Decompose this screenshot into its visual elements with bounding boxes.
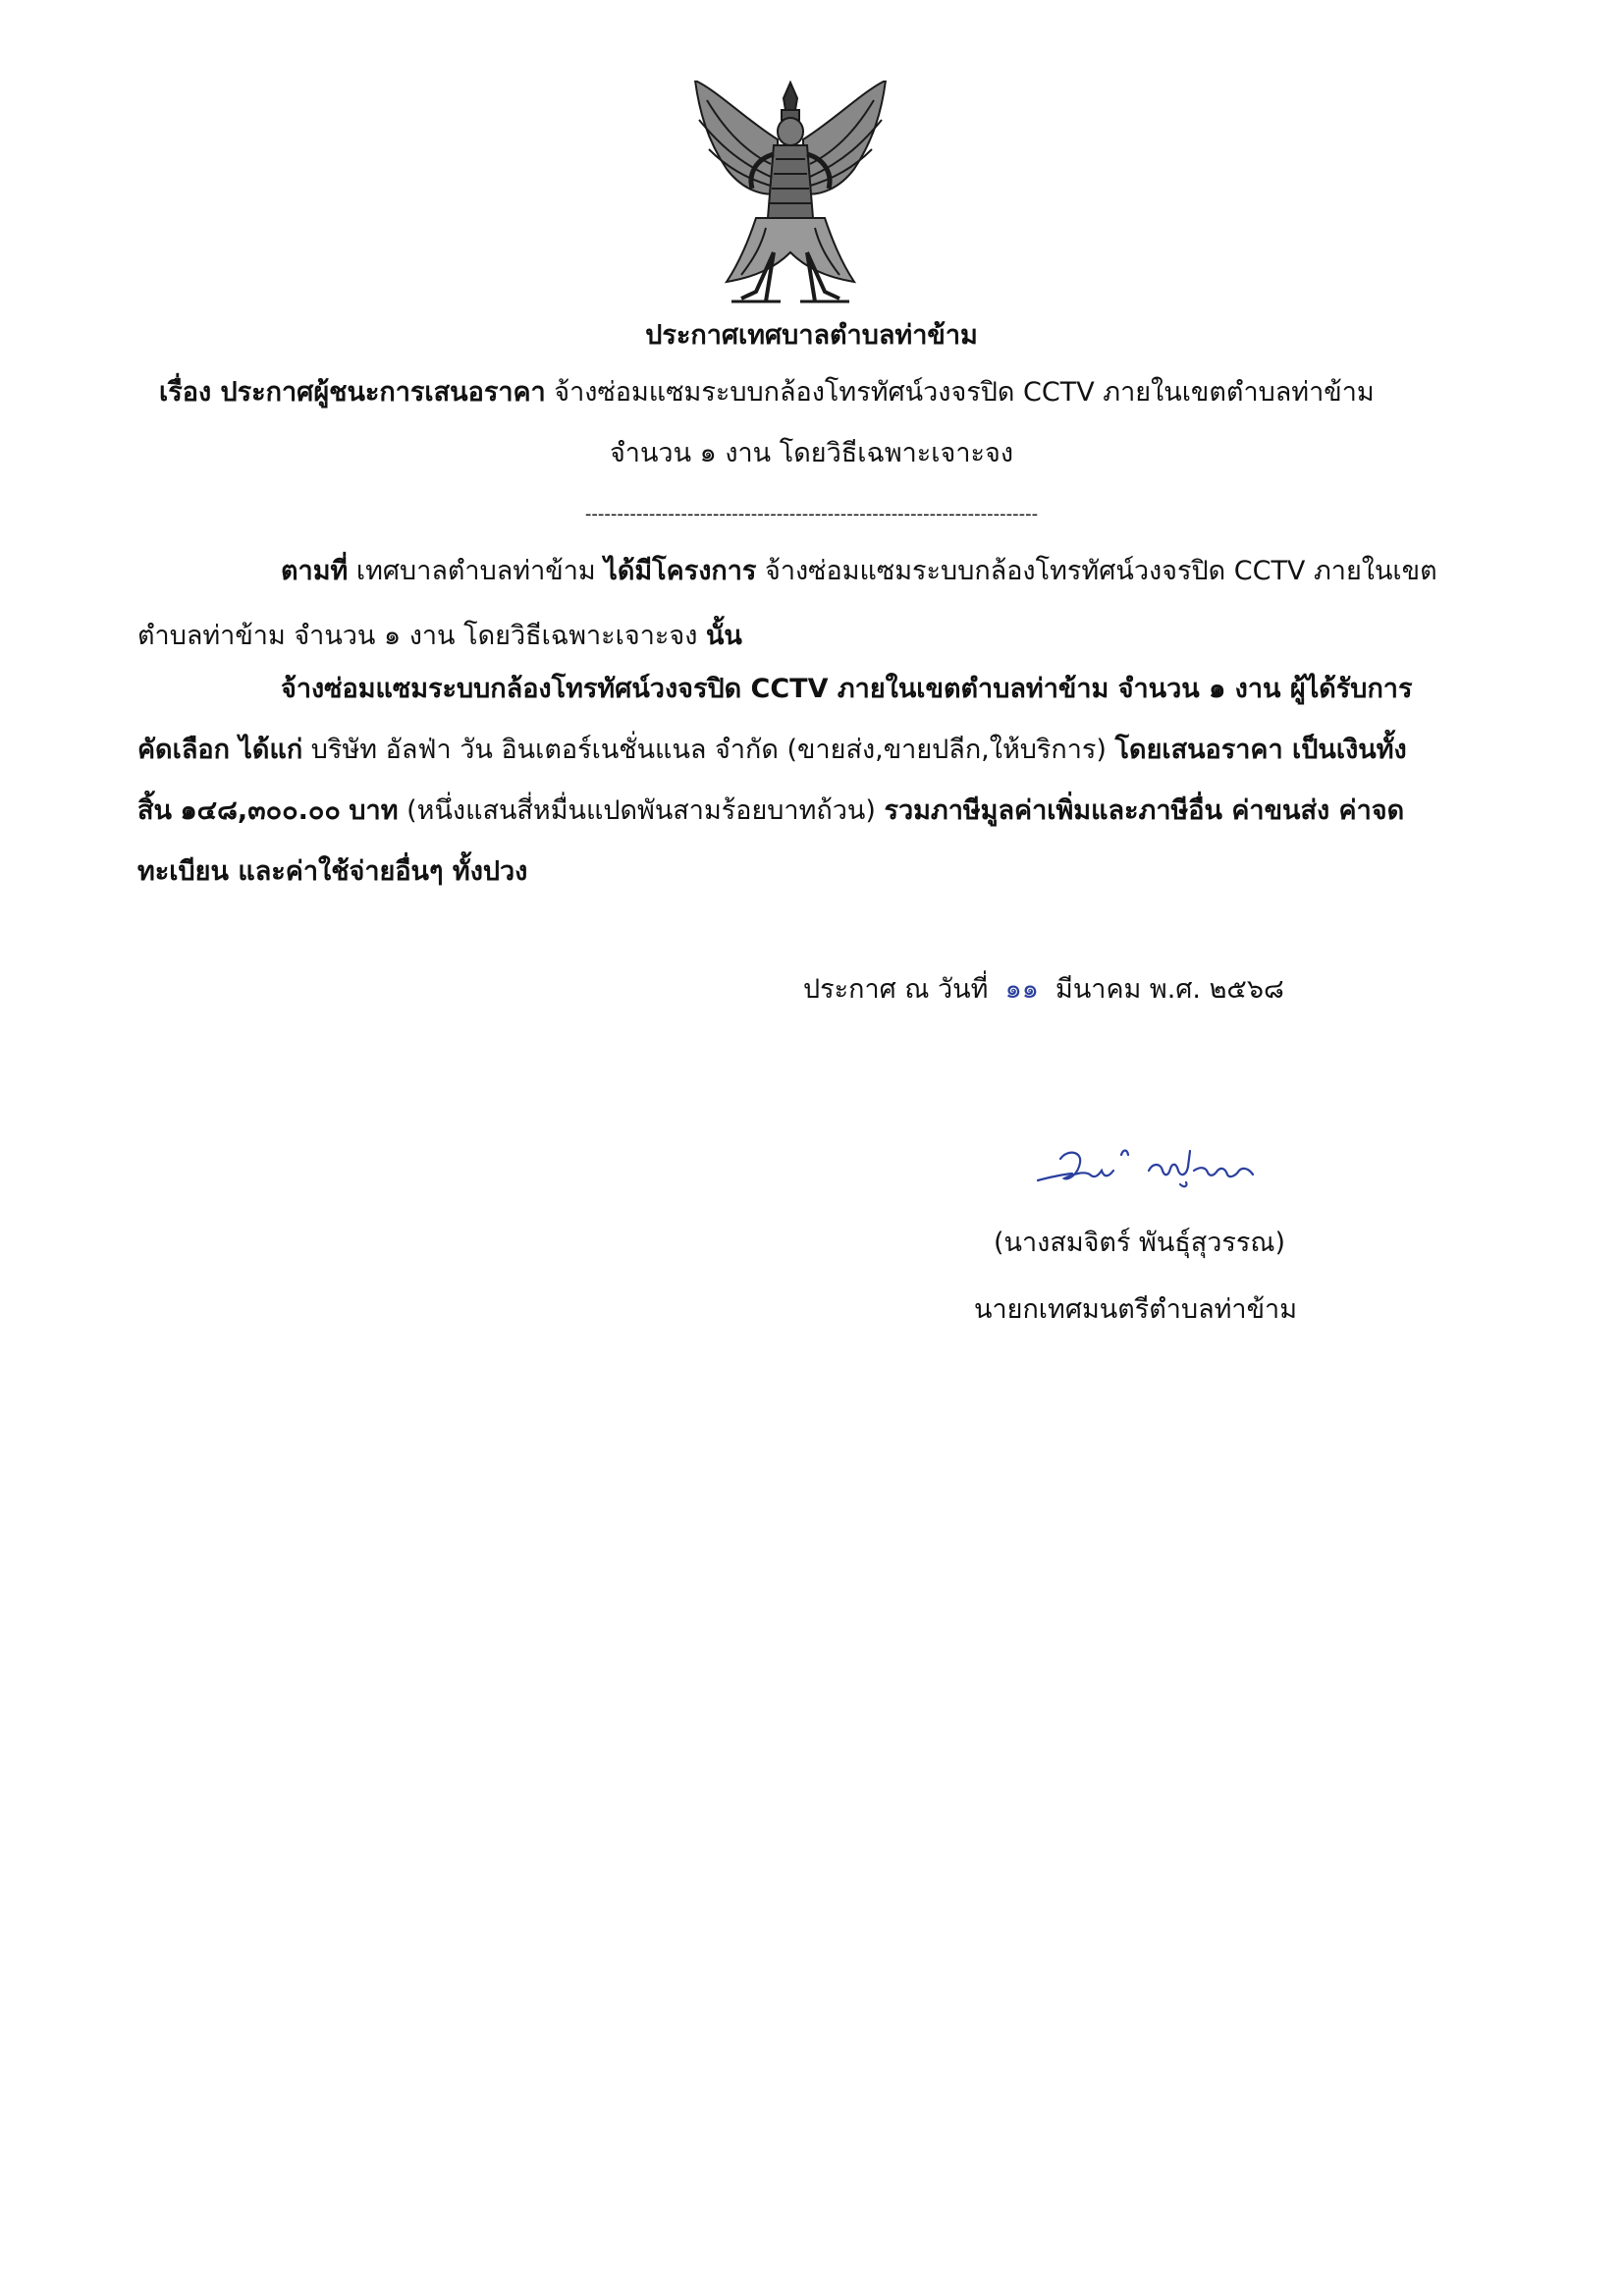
p2-line3-c: รวมภาษีมูลค่าเพิ่มและภาษีอื่น ค่าขนส่ง ค่าจด [884,795,1405,826]
paragraph-1-line-1 [281,552,1437,591]
signature-image [1033,1141,1269,1200]
p2-line3-a: สิ้น [137,795,172,826]
announcement-date [803,970,1284,1010]
subject-line [159,373,1375,412]
p1-label-2: ได้มีโครงการ [604,556,757,586]
paragraph-2-line-1: จ้างซ่อมแซมระบบกล้องโทรทัศน์วงจรปิด CCTV ภายในเขตตำบลท่าข้าม จำนวน ๑ งาน ผู้ได้รับการ [281,674,1413,704]
paragraph-1-line-2 [137,617,742,656]
paragraph-2-line-2 [137,731,1407,770]
signatory-name: (นางสมจิตร์ พันธุ์สุวรรณ) [994,1228,1286,1258]
paragraph-2-line-4: ทะเบียน และค่าใช้จ่ายอื่นๆ ทั้งปวง [137,856,528,887]
subject-text: จ้างซ่อมแซมระบบกล้องโทรทัศน์วงจรปิด CCTV ภายในเขตตำบลท่าข้าม [554,377,1375,408]
date-month-year: มีนาคม พ.ศ. ๒๕๖๘ [1055,974,1284,1005]
p2-line2-text: บริษัท อัลฟ่า วัน อินเตอร์เนชั่นแนล จำกัด (ขายส่ง,ขายปลีก,ให้บริการ) [310,735,1107,765]
signatory-position: นายกเทศมนตรีตำบลท่าข้าม [974,1294,1297,1325]
subject-line-2: จำนวน ๑ งาน โดยวิธีเฉพาะเจาะจง [609,438,1014,468]
p1-text-2: จ้างซ่อมแซมระบบกล้องโทรทัศน์วงจรปิด CCTV ภายในเขต [765,556,1437,586]
p2-amount: ๑๔๘,๓๐๐.๐๐ [180,795,341,826]
p1-text-1: เทศบาลตำบลท่าข้าม [355,556,596,586]
p1-line2-text: ตำบลท่าข้าม จำนวน ๑ งาน โดยวิธีเฉพาะเจาะจง [137,621,698,651]
p1-label-1: ตามที่ [281,556,349,586]
org-title: ประกาศเทศบาลตำบลท่าข้าม [645,320,978,351]
p2-line3-b: บาท [349,795,399,826]
p2-amount-words: (หนึ่งแสนสี่หมื่นแปดพันสามร้อยบาทถ้วน) [406,795,876,826]
date-day: ๑๑ [1004,974,1039,1005]
paragraph-2-line-3 [137,792,1404,831]
p2-line2-label2: โดยเสนอราคา เป็นเงินทั้ง [1114,735,1407,765]
date-prefix: ประกาศ ณ วันที่ [803,974,989,1005]
p2-line2-label: คัดเลือก ได้แก่ [137,735,303,765]
separator: ----------------------------------------------------------------------- [584,504,1039,524]
p1-line2-end: นั้น [705,621,742,651]
subject-label: เรื่อง ประกาศผู้ชนะการเสนอราคา [159,377,546,408]
garuda-emblem [687,81,893,316]
